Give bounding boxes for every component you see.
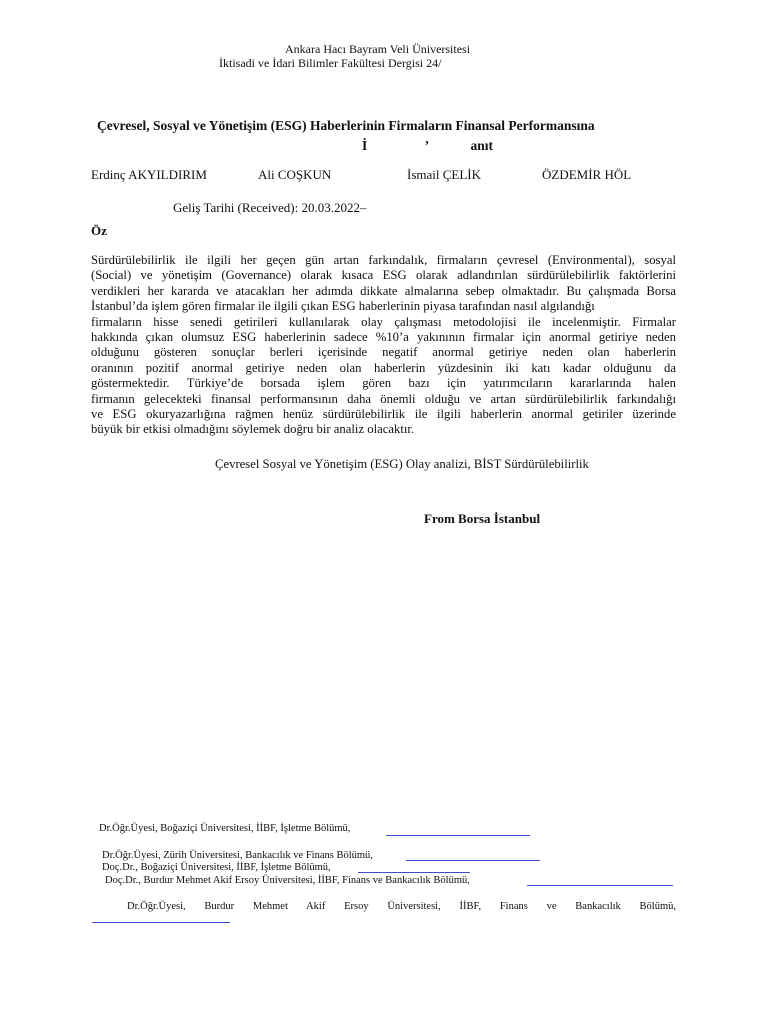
author-list (91, 167, 691, 185)
footnote-link-5[interactable] (92, 922, 230, 923)
abstract-line: firmaların hisse senedi getirileri kullanılarak olay çalışması metodolojisi ile incelenmiştir. Firmalar (91, 314, 676, 329)
footnote-link-2[interactable] (406, 860, 540, 861)
author-name: Erdinç AKYILDIRIM (91, 167, 207, 182)
abstract-line: (Social) ve yönetişim (Governance) olarak kısaca ESG olarak adlandırılan sürdürülebilirlik faktörlerini (91, 268, 676, 283)
abstract-line: büyük bir etkisi olmadığını söylemek doğru bir analiz olacaktır. (91, 422, 415, 437)
author-name: ÖZDEMİR HÖL (542, 167, 632, 182)
paper-title-line2 (362, 138, 493, 154)
abstract-heading: Öz (91, 223, 107, 238)
footnote-1: Dr.Öğr.Üyesi, Boğaziçi Üniversitesi, İİBF, İşletme Bölümü, (99, 823, 351, 834)
abstract-line: göstermektedir. Türkiye’de borsada işlem gören bazı için yatırımcıların kararlarında halen (91, 376, 676, 391)
footnote-2: Dr.Öğr.Üyesi, Zürih Üniversitesi, Bankacılık ve Finans Bölümü, (102, 850, 373, 861)
abstract-line: verdikleri her kararda ve atacakları her adımda dikkate almalarına sebep olmaktadır. Bu çalışmada Borsa (91, 283, 676, 298)
abstract-line: ve ESG okuryazarlığına rağmen henüz sürdürülebilirlik ile ilgili haberlerin anormal getiriler üzerinde (91, 406, 676, 421)
abstract-line: İstanbul’da işlem gören firmalar ile ilgili çıkan ESG haberlerinin piyasa tarafından nasıl algılandığı (91, 299, 595, 314)
paper-title: Çevresel, Sosyal ve Yönetişim (ESG) Haberlerinin Firmaların Finansal Performansına (97, 118, 595, 133)
footnote-4: Doç.Dr., Burdur Mehmet Akif Ersoy Üniversitesi, İİBF, Finans ve Bankacılık Bölümü, (105, 875, 470, 886)
abstract-line: firmanın gelecekteki finansal performansının daha önemli olduğu ve artan sürdürülebilirlik farkındalığı (91, 391, 676, 406)
title-fragment: ’ (424, 138, 430, 153)
footnote-link-3[interactable] (358, 872, 470, 873)
journal-university: Ankara Hacı Bayram Veli Üniversitesi (285, 42, 471, 56)
keywords: Çevresel Sosyal ve Yönetişim (ESG) Olay analizi, BİST Sürdürülebilirlik (215, 457, 589, 471)
abstract-body (91, 253, 676, 438)
title-fragment: İ (362, 138, 368, 153)
abstract-line: hakkında çıkan olumsuz ESG haberlerinin sadece %10’a yakınının firmalar için anormal getiriye neden (91, 329, 676, 344)
received-date: Geliş Tarihi (Received): 20.03.2022– (173, 200, 367, 215)
footnote-link-1[interactable] (386, 835, 530, 836)
footnote-3: Doç.Dr., Boğaziçi Üniversitesi, İİBF, İşletme Bölümü, (102, 862, 331, 873)
from-line: From Borsa İstanbul (424, 511, 541, 526)
footnote-5 (127, 901, 676, 912)
author-name: Ali COŞKUN (258, 167, 332, 182)
abstract-line: Sürdürülebilirlik ile ilgili her geçen gün artan farkındalık, firmaların çevresel (Environmental), sosyal (91, 253, 676, 267)
author-name: İsmail ÇELİK (407, 167, 482, 182)
footnote-5-text: Dr.Öğr.Üyesi, Burdur Mehmet Akif Ersoy Üniversitesi, İİBF, Finans ve Bankacılık Bölümü, (127, 901, 676, 912)
journal-name: İktisadi ve İdari Bilimler Fakültesi Dergisi 24/ (219, 56, 442, 70)
abstract-line: olduğunu gösteren sonuçlar berleri içerisinde negatif anormal getiriye neden olan haberlerin (91, 345, 676, 360)
footnote-link-4[interactable] (527, 885, 673, 886)
title-fragment: anıt (470, 138, 494, 153)
abstract-line: oranının pozitif anormal getiriye neden olan haberlerin yüzdesinin iki katı kadar olduğunu da (91, 360, 676, 375)
